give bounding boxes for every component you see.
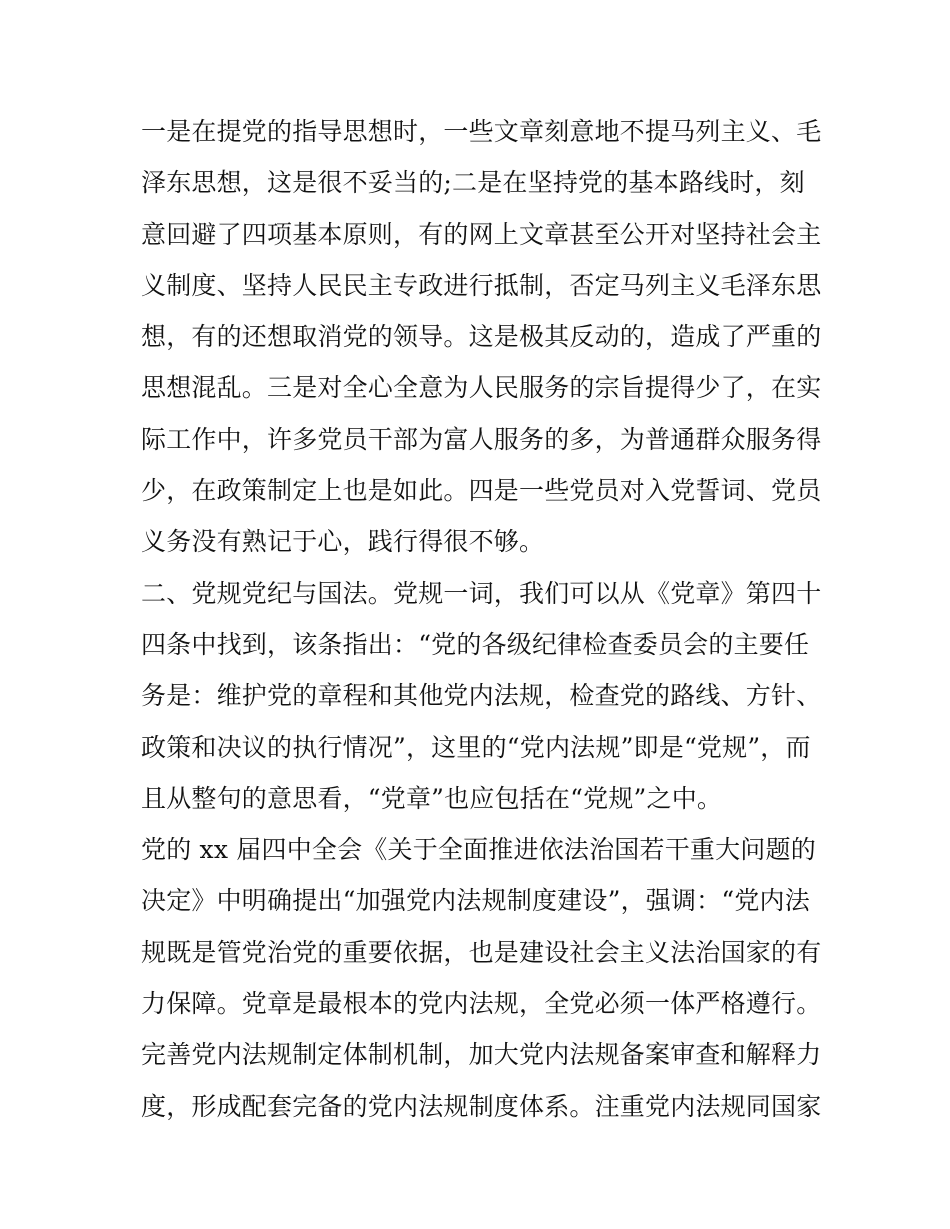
text-line: 度，形成配套完备的党内法规制度体系。注重党内法规同国家 — [141, 1091, 822, 1121]
text-line: 义务没有熟记于心，践行得很不够。 — [141, 527, 545, 557]
text-line: 规既是管党治党的重要依据，也是建设社会主义法治国家的有 — [141, 937, 822, 967]
text-line: 意回避了四项基本原则，有的网上文章甚至公开对坚持社会主 — [141, 219, 822, 249]
text-line: 想，有的还想取消党的领导。这是极其反动的，造成了严重的 — [141, 322, 822, 352]
text-line: 党的 xx 届四中全会《关于全面推进依法治国若干重大问题的 — [141, 835, 816, 865]
text-line: 务是：维护党的章程和其他党内法规，检查党的路线、方针、 — [141, 681, 822, 711]
text-line: 际工作中，许多党员干部为富人服务的多，为普通群众服务得 — [141, 424, 822, 454]
text-line: 二、党规党纪与国法。党规一词，我们可以从《党章》第四十 — [141, 578, 822, 608]
text-line: 政策和决议的执行情况”，这里的“党内法规”即是“党规”，而 — [141, 732, 811, 762]
text-line: 泽东思想，这是很不妥当的;二是在坚持党的基本路线时，刻 — [141, 168, 805, 198]
text-line: 思想混乱。三是对全心全意为人民服务的宗旨提得少了，在实 — [141, 373, 822, 403]
text-line: 且从整句的意思看，“党章”也应包括在“党规”之中。 — [141, 783, 723, 813]
text-line: 一是在提党的指导思想时，一些文章刻意地不提马列主义、毛 — [141, 117, 822, 146]
text-line: 力保障。党章是最根本的党内法规，全党必须一体严格遵行。 — [141, 989, 822, 1019]
text-line: 完善党内法规制定体制机制，加大党内法规备案审查和解释力 — [141, 1040, 822, 1070]
text-line: 少，在政策制定上也是如此。四是一些党员对入党誓词、党员 — [141, 476, 822, 506]
text-line: 义制度、坚持人民民主专政进行抵制，否定马列主义毛泽东思 — [141, 270, 822, 300]
text-line: 四条中找到，该条指出：“党的各级纪律检查委员会的主要任 — [141, 629, 810, 659]
text-line: 决定》中明确提出“加强党内法规制度建设”，强调：“党内法 — [141, 886, 810, 916]
body-text — [141, 106, 821, 1132]
